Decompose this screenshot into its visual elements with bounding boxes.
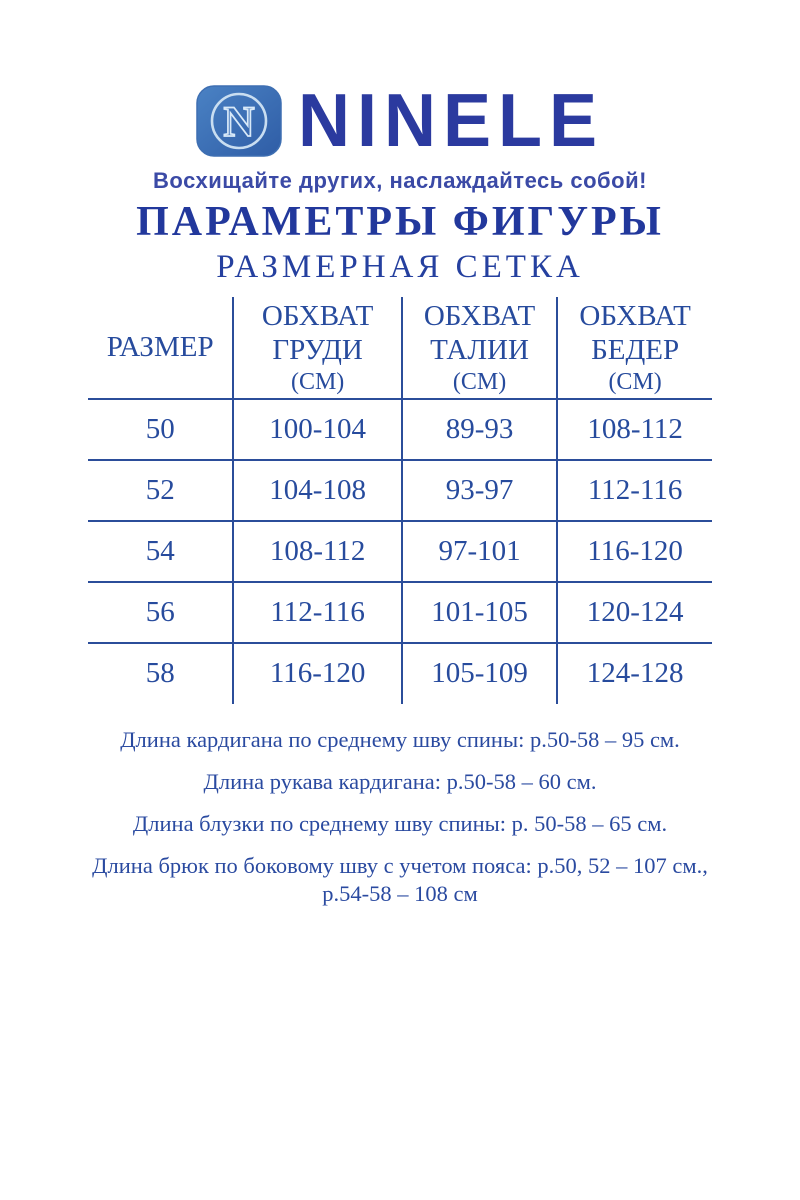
column-header-size (88, 297, 233, 399)
waist-cell: 105-109 (402, 643, 557, 704)
size-table-row (88, 643, 712, 704)
column-header-label: ОБХВАТ ГРУДИ (261, 299, 374, 366)
size-cell: 52 (88, 460, 233, 521)
page-subtitle: РАЗМЕРНАЯ СЕТКА (216, 249, 584, 286)
size-table (88, 297, 712, 704)
size-table-header-row (88, 297, 712, 399)
size-table-row (88, 521, 712, 582)
size-table-body (88, 399, 712, 704)
column-header-label: РАЗМЕР (106, 331, 214, 364)
brand-wordmark: NINELE (297, 79, 605, 163)
measurement-note: Длина блузки по среднему шву спины: р. 50-58 – 65 см. (132, 810, 668, 836)
size-table-row (88, 582, 712, 643)
column-header-unit: (СМ) (290, 369, 345, 396)
chest-cell: 108-112 (233, 521, 401, 582)
brand-header (0, 79, 800, 163)
hips-cell: 124-128 (586, 657, 684, 690)
column-header-chest (233, 297, 401, 399)
column-header-unit: (СМ) (452, 369, 507, 396)
page-title: ПАРАМЕТРЫ ФИГУРЫ (136, 199, 664, 245)
chest-cell: 112-116 (233, 582, 401, 643)
size-table-container (88, 297, 712, 704)
column-header-waist (402, 297, 557, 399)
waist-cell: 101-105 (402, 582, 557, 643)
measurement-note: Длина рукава кардигана: р.50-58 – 60 см. (203, 768, 597, 794)
hips-cell: 116-120 (557, 521, 712, 582)
hips-cell: 112-116 (557, 460, 712, 521)
measurement-note: Длина брюк по боковому шву с учетом пояса: р.50, 52 – 107 см., р.54-58 – 108 см (92, 852, 708, 907)
waist-cell: 97-101 (402, 521, 557, 582)
size-table-row (88, 399, 712, 460)
size-cell: 56 (88, 582, 233, 643)
column-header-hips (557, 297, 712, 399)
size-cell: 58 (88, 643, 233, 704)
hips-cell: 120-124 (557, 582, 712, 643)
size-cell: 50 (88, 399, 233, 460)
column-header-label: ОБХВАТ ТАЛИИ (423, 299, 536, 366)
measurement-notes (0, 726, 800, 909)
brand-tagline: Восхищайте других, наслаждайтесь собой! (153, 168, 647, 193)
badge-letter: N (223, 99, 255, 146)
waist-cell: 89-93 (402, 399, 557, 460)
chest-cell: 104-108 (233, 460, 401, 521)
chest-cell: 100-104 (233, 399, 401, 460)
column-header-unit: (СМ) (608, 369, 662, 396)
measurement-note: Длина кардигана по среднему шву спины: р.50-58 – 95 см. (120, 726, 680, 752)
column-header-label: ОБХВАТ БЕДЕР (579, 299, 691, 366)
hips-cell: 108-112 (557, 399, 712, 460)
size-cell: 54 (88, 521, 233, 582)
chest-cell: 116-120 (233, 643, 401, 704)
ninele-n-badge-icon (196, 85, 282, 157)
size-table-row (88, 460, 712, 521)
waist-cell: 93-97 (402, 460, 557, 521)
